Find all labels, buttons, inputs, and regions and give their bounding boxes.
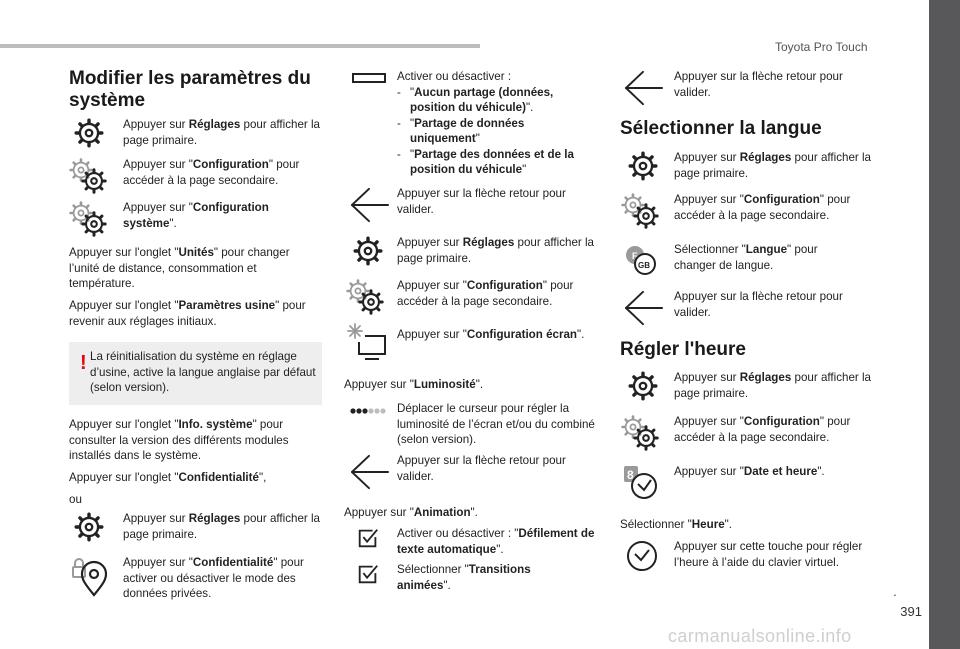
section-title-time: Régler l'heure	[620, 339, 746, 360]
language-icon-f: F	[632, 251, 638, 261]
language-icon-gb: GB	[638, 261, 650, 270]
back-arrow-icon[interactable]	[622, 289, 666, 327]
page-side-band	[929, 0, 960, 649]
header-title: Toyota Pro Touch	[775, 40, 868, 54]
configuration-gears-icon[interactable]	[68, 200, 112, 238]
section-title-system	[69, 68, 311, 112]
page-dot: .	[893, 583, 897, 599]
settings-gear-icon[interactable]	[627, 150, 659, 182]
checkbox-icon[interactable]	[356, 562, 380, 586]
warning-icon: !	[80, 352, 87, 374]
step-text: Appuyer sur "Confidentialité" pour activer ou désactiver le mode des données privées.	[123, 556, 304, 600]
language-icon[interactable]	[622, 242, 664, 276]
privacy-location-icon[interactable]	[70, 555, 110, 599]
settings-gear-icon[interactable]	[73, 117, 105, 149]
step-text: Appuyer sur cette touche pour régler l’heure à l’aide du clavier virtuel.	[674, 540, 863, 569]
step-text: Appuyer sur la flèche retour pour valider.	[397, 187, 566, 216]
step-text: Appuyer sur "Configuration" pour accéder à la page secondaire.	[674, 415, 851, 444]
list-item: - "Partage de données uniquement"	[397, 116, 525, 145]
step-text	[397, 69, 597, 178]
paragraph-animation: Appuyer sur "Animation".	[344, 506, 478, 519]
configuration-gears-icon[interactable]	[345, 278, 389, 316]
step-text: Appuyer sur Réglages pour afficher la page primaire.	[674, 151, 871, 180]
step-text: Appuyer sur la flèche retour pour valider.	[674, 70, 843, 99]
warning-box	[69, 342, 322, 405]
step-text: Activer ou désactiver : "Défilement de texte automatique".	[397, 527, 595, 556]
header-rule	[0, 44, 480, 48]
section-title-language: Sélectionner la langue	[620, 118, 822, 139]
checkbox-icon[interactable]	[356, 526, 380, 550]
step-text: Appuyer sur Réglages pour afficher la page primaire.	[674, 371, 871, 400]
settings-gear-icon[interactable]	[73, 511, 105, 543]
settings-gear-icon[interactable]	[627, 370, 659, 402]
step-text: Appuyer sur "Configuration" pour accéder à la page secondaire.	[397, 279, 574, 308]
settings-gear-icon[interactable]	[352, 235, 384, 267]
step-text: Appuyer sur "Configuration" pour accéder à la page secondaire.	[674, 193, 851, 222]
back-arrow-icon[interactable]	[348, 186, 392, 224]
clock-badge: 8	[627, 468, 634, 482]
step-text: Sélectionner "Langue" pour changer de langue.	[674, 243, 818, 272]
step-text: Appuyer sur "Configuration écran".	[397, 328, 585, 341]
configuration-gears-icon[interactable]	[68, 157, 112, 195]
slider-dots-icon[interactable]	[348, 401, 392, 421]
list-item: - "Aucun partage (données, position du véhicule)".	[397, 85, 554, 114]
step-text: Appuyer sur Réglages pour afficher la page primaire.	[123, 512, 320, 541]
step-text: Appuyer sur Réglages pour afficher la page primaire.	[397, 236, 594, 265]
paragraph-hour: Sélectionner "Heure".	[620, 518, 733, 531]
step-text: Déplacer le curseur pour régler la luminosité de l’écran et/ou du combiné (selon version).	[397, 402, 595, 446]
or-text: ou	[69, 493, 82, 506]
list-intro: Activer ou désactiver :	[397, 70, 512, 83]
paragraph-units: Appuyer sur l'onglet "Unités" pour changer l’unité de distance, consommation et température.	[69, 246, 290, 290]
step-text: Appuyer sur "Date et heure".	[674, 465, 825, 478]
step-text: Appuyer sur "Configuration système".	[123, 201, 269, 230]
step-text: Appuyer sur "Configuration" pour accéder à la page secondaire.	[123, 158, 300, 187]
back-arrow-icon[interactable]	[348, 453, 392, 491]
paragraph-privacy: Appuyer sur l'onglet "Confidentialité",	[69, 471, 267, 484]
page-number: 391	[900, 604, 922, 619]
paragraph-factory-settings: Appuyer sur l'onglet "Paramètres usine" pour revenir aux réglages initiaux.	[69, 299, 306, 328]
section-title-line1: Modifier les paramètres du	[69, 68, 311, 89]
step-text: Appuyer sur Réglages pour afficher la page primaire.	[123, 118, 320, 147]
clock-icon[interactable]	[622, 462, 662, 502]
warning-text: La réinitialisation du système en réglage d’usine, active la langue anglaise par défaut (selon version).	[90, 350, 316, 394]
paragraph-system-info: Appuyer sur l'onglet "Info. système" pour consulter la version des différents modules installés dans le système.	[69, 418, 289, 462]
configuration-gears-icon[interactable]	[620, 192, 664, 230]
watermark: carmanualsonline.info	[668, 626, 852, 646]
paragraph-brightness: Appuyer sur "Luminosité".	[344, 378, 484, 391]
step-text: Appuyer sur la flèche retour pour valider.	[397, 454, 566, 483]
screen-brightness-icon[interactable]	[345, 322, 389, 362]
step-text: Sélectionner "Transitions animées".	[397, 563, 531, 592]
toggle-bar-icon[interactable]	[352, 69, 386, 89]
back-arrow-icon[interactable]	[622, 69, 666, 107]
configuration-gears-icon[interactable]	[620, 414, 664, 452]
section-title-line2: système	[69, 90, 146, 111]
list-item: - "Partage des données et de la position du véhicule"	[397, 147, 574, 176]
clock-check-icon[interactable]	[625, 539, 659, 573]
step-text: Appuyer sur la flèche retour pour valider.	[674, 290, 843, 319]
